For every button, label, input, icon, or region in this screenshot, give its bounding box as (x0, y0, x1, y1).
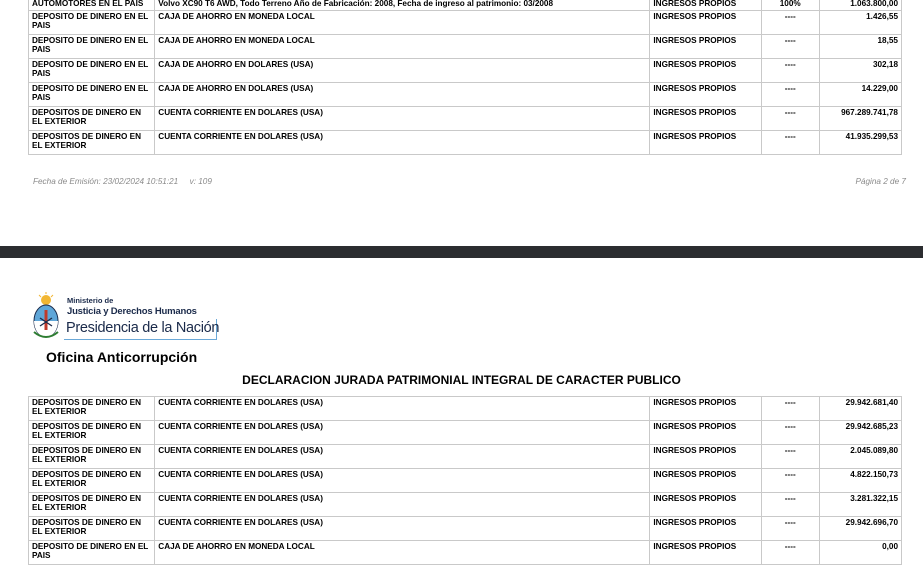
assets-table-page-3 (28, 396, 902, 565)
asset-description-cell: CAJA DE AHORRO EN MONEDA LOCAL (155, 11, 650, 35)
asset-value-cell: 967.289.741,78 (819, 107, 901, 131)
office-name: Oficina Anticorrupción (46, 349, 198, 365)
asset-description-cell: CUENTA CORRIENTE EN DOLARES (USA) (155, 469, 650, 493)
asset-description-cell: CUENTA CORRIENTE EN DOLARES (USA) (155, 397, 650, 421)
table-row (29, 397, 902, 421)
asset-value-cell: 1.063.800,00 (819, 0, 901, 11)
funds-origin-cell: INGRESOS PROPIOS (650, 493, 761, 517)
ownership-percent-cell: ---- (761, 11, 819, 35)
presidency-label: Presidencia de la Nación (66, 320, 220, 336)
funds-origin-cell: INGRESOS PROPIOS (650, 83, 761, 107)
asset-description-cell: CUENTA CORRIENTE EN DOLARES (USA) (155, 493, 650, 517)
asset-description-cell: CAJA DE AHORRO EN MONEDA LOCAL (155, 541, 650, 565)
asset-value-cell: 29.942.681,40 (819, 397, 901, 421)
ownership-percent-cell: ---- (761, 469, 819, 493)
emission-date: Fecha de Emisión: 23/02/2024 10:51:21 (33, 177, 179, 186)
asset-value-cell: 4.822.150,73 (819, 469, 901, 493)
funds-origin-cell: INGRESOS PROPIOS (650, 541, 761, 565)
asset-type-cell: DEPOSITOS DE DINERO EN EL EXTERIOR (29, 397, 155, 421)
asset-type-cell: DEPOSITO DE DINERO EN EL PAIS (29, 59, 155, 83)
asset-value-cell: 18,55 (819, 35, 901, 59)
table-row (29, 11, 902, 35)
asset-description-cell: CUENTA CORRIENTE EN DOLARES (USA) (155, 445, 650, 469)
asset-type-cell: DEPOSITOS DE DINERO EN EL EXTERIOR (29, 493, 155, 517)
asset-value-cell: 14.229,00 (819, 83, 901, 107)
funds-origin-cell: INGRESOS PROPIOS (650, 469, 761, 493)
asset-description-cell: CAJA DE AHORRO EN DOLARES (USA) (155, 83, 650, 107)
ministry-logo (32, 292, 222, 342)
ownership-percent-cell: ---- (761, 397, 819, 421)
document-page-2 (0, 0, 923, 246)
ownership-percent-cell: ---- (761, 493, 819, 517)
asset-description-cell: CUENTA CORRIENTE EN DOLARES (USA) (155, 131, 650, 155)
funds-origin-cell: INGRESOS PROPIOS (650, 59, 761, 83)
table-row (29, 59, 902, 83)
asset-value-cell: 1.426,55 (819, 11, 901, 35)
asset-type-cell: DEPOSITO DE DINERO EN EL PAIS (29, 35, 155, 59)
funds-origin-cell: INGRESOS PROPIOS (650, 11, 761, 35)
asset-value-cell: 3.281.322,15 (819, 493, 901, 517)
table-row (29, 445, 902, 469)
funds-origin-cell: INGRESOS PROPIOS (650, 0, 761, 11)
asset-type-cell: DEPOSITOS DE DINERO EN EL EXTERIOR (29, 445, 155, 469)
asset-type-cell: DEPOSITOS DE DINERO EN EL EXTERIOR (29, 131, 155, 155)
ownership-percent-cell: ---- (761, 445, 819, 469)
ownership-percent-cell: ---- (761, 83, 819, 107)
asset-value-cell: 0,00 (819, 541, 901, 565)
ownership-percent-cell: ---- (761, 107, 819, 131)
ministry-line1: Ministerio de (67, 296, 114, 305)
asset-type-cell: DEPOSITOS DE DINERO EN EL EXTERIOR (29, 469, 155, 493)
asset-value-cell: 29.942.685,23 (819, 421, 901, 445)
asset-type-cell: DEPOSITO DE DINERO EN EL PAIS (29, 541, 155, 565)
asset-description-cell: CUENTA CORRIENTE EN DOLARES (USA) (155, 421, 650, 445)
table-row (29, 469, 902, 493)
asset-description-cell: Volvo XC90 T6 AWD, Todo Terreno Año de Fabricación: 2008, Fecha de ingreso al patrimonio: 03/2008 (155, 0, 650, 11)
asset-type-cell: DEPOSITOS DE DINERO EN EL EXTERIOR (29, 107, 155, 131)
page-separator (0, 246, 923, 258)
table-row (29, 35, 902, 59)
asset-type-cell: DEPOSITOS DE DINERO EN EL EXTERIOR (29, 517, 155, 541)
ministry-line2: Justicia y Derechos Humanos (67, 306, 197, 317)
asset-description-cell: CAJA DE AHORRO EN DOLARES (USA) (155, 59, 650, 83)
ownership-percent-cell: ---- (761, 541, 819, 565)
table-row (29, 107, 902, 131)
ownership-percent-cell: ---- (761, 59, 819, 83)
asset-value-cell: 29.942.696,70 (819, 517, 901, 541)
asset-type-cell: DEPOSITOS DE DINERO EN EL EXTERIOR (29, 421, 155, 445)
table-row (29, 493, 902, 517)
funds-origin-cell: INGRESOS PROPIOS (650, 517, 761, 541)
funds-origin-cell: INGRESOS PROPIOS (650, 445, 761, 469)
national-shield-icon (32, 292, 60, 340)
asset-value-cell: 302,18 (819, 59, 901, 83)
emission-footer (33, 177, 212, 186)
document-version: v: 109 (189, 177, 212, 186)
funds-origin-cell: INGRESOS PROPIOS (650, 35, 761, 59)
ownership-percent-cell: ---- (761, 131, 819, 155)
asset-description-cell: CUENTA CORRIENTE EN DOLARES (USA) (155, 107, 650, 131)
funds-origin-cell: INGRESOS PROPIOS (650, 397, 761, 421)
document-title: DECLARACION JURADA PATRIMONIAL INTEGRAL DE CARACTER PUBLICO (242, 373, 681, 387)
assets-table-body (29, 0, 902, 155)
assets-table-page-2 (28, 0, 902, 155)
asset-description-cell: CUENTA CORRIENTE EN DOLARES (USA) (155, 517, 650, 541)
asset-description-cell: CAJA DE AHORRO EN MONEDA LOCAL (155, 35, 650, 59)
table-row (29, 421, 902, 445)
table-row (29, 131, 902, 155)
assets-table-body (29, 397, 902, 565)
page-number: Página 2 de 7 (855, 177, 906, 186)
table-row (29, 83, 902, 107)
funds-origin-cell: INGRESOS PROPIOS (650, 131, 761, 155)
asset-type-cell: DEPOSITO DE DINERO EN EL PAIS (29, 11, 155, 35)
table-row (29, 0, 902, 11)
asset-value-cell: 41.935.299,53 (819, 131, 901, 155)
funds-origin-cell: INGRESOS PROPIOS (650, 107, 761, 131)
ownership-percent-cell: ---- (761, 421, 819, 445)
funds-origin-cell: INGRESOS PROPIOS (650, 421, 761, 445)
ownership-percent-cell: ---- (761, 35, 819, 59)
asset-type-cell: AUTOMOTORES EN EL PAIS (29, 0, 155, 11)
ownership-percent-cell: 100% (761, 0, 819, 11)
table-row (29, 517, 902, 541)
asset-type-cell: DEPOSITO DE DINERO EN EL PAIS (29, 83, 155, 107)
asset-value-cell: 2.045.089,80 (819, 445, 901, 469)
ownership-percent-cell: ---- (761, 517, 819, 541)
table-row (29, 541, 902, 565)
